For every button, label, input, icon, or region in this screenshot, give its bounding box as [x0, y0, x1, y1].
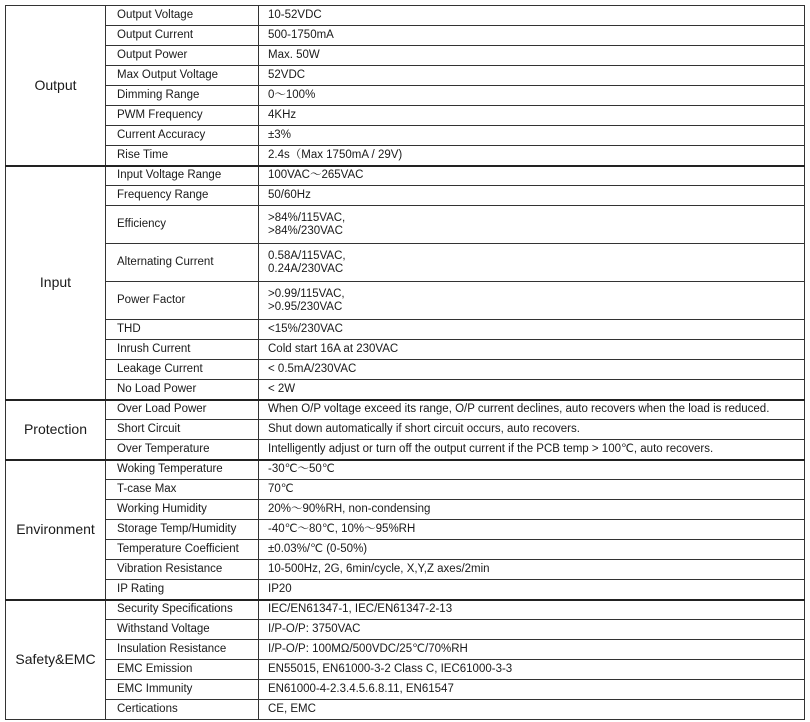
- parameter-name: Rise Time: [106, 146, 259, 166]
- parameter-value: [259, 640, 805, 660]
- parameter-value: [259, 146, 805, 166]
- parameter-value: [259, 244, 805, 282]
- value-line: 70℃: [268, 483, 294, 495]
- parameter-name: Over Temperature: [106, 440, 259, 460]
- section-title-text: Safety&EMC: [15, 651, 96, 668]
- parameter-value: [259, 500, 805, 520]
- parameter-value: [259, 6, 805, 26]
- spec-row: [6, 620, 805, 640]
- value-line: I/P-O/P: 100MΩ/500VDC/25℃/70%RH: [268, 643, 468, 655]
- value-line: IP20: [268, 582, 292, 595]
- parameter-name: Working Humidity: [106, 500, 259, 520]
- parameter-name: Dimming Range: [106, 86, 259, 106]
- value-line: >84%/230VAC: [268, 224, 343, 237]
- spec-row: [6, 460, 805, 480]
- section-title: [6, 600, 106, 720]
- parameter-name: Max Output Voltage: [106, 66, 259, 86]
- parameter-name: Frequency Range: [106, 186, 259, 206]
- parameter-value: [259, 86, 805, 106]
- spec-row: [6, 360, 805, 380]
- parameter-name: EMC Immunity: [106, 680, 259, 700]
- spec-row: [6, 480, 805, 500]
- spec-row: [6, 520, 805, 540]
- spec-row: [6, 380, 805, 400]
- parameter-value: [259, 680, 805, 700]
- spec-row: [6, 400, 805, 420]
- value-line: 52VDC: [268, 69, 306, 81]
- value-line: EN61000-4-2.3.4.5.6.8.11, EN61547: [268, 683, 454, 695]
- parameter-value: [259, 540, 805, 560]
- parameter-name: No Load Power: [106, 380, 259, 400]
- spec-row: [6, 560, 805, 580]
- value-line: ±3%: [268, 129, 291, 141]
- parameter-value: [259, 186, 805, 206]
- value-line: Max. 50W: [268, 49, 320, 61]
- value-line: 10-500Hz, 2G, 6min/cycle, X,Y,Z axes/2min: [268, 563, 490, 575]
- spec-row: [6, 244, 805, 282]
- value-line: -30℃～50℃: [268, 463, 335, 476]
- parameter-value: [259, 560, 805, 580]
- parameter-value: [259, 660, 805, 680]
- parameter-name: T-case Max: [106, 480, 259, 500]
- value-line: 0.58A/115VAC,: [268, 249, 346, 262]
- parameter-value: [259, 420, 805, 440]
- parameter-value: [259, 166, 805, 186]
- parameter-name: PWM Frequency: [106, 106, 259, 126]
- parameter-value: [259, 620, 805, 640]
- value-line: When O/P voltage exceed its range, O/P current declines, auto recovers when the load is reduced.: [268, 403, 770, 416]
- spec-table-body: [6, 6, 805, 720]
- value-line: ±0.03%/℃ (0-50%): [268, 543, 368, 555]
- parameter-name: Withstand Voltage: [106, 620, 259, 640]
- spec-row: [6, 86, 805, 106]
- parameter-name: Short Circuit: [106, 420, 259, 440]
- parameter-name: Output Voltage: [106, 6, 259, 26]
- parameter-name: Woking Temperature: [106, 460, 259, 480]
- parameter-name: Inrush Current: [106, 340, 259, 360]
- spec-row: [6, 206, 805, 244]
- parameter-value: [259, 26, 805, 46]
- parameter-name: Leakage Current: [106, 360, 259, 380]
- parameter-value: [259, 206, 805, 244]
- parameter-name: Insulation Resistance: [106, 640, 259, 660]
- spec-row: [6, 600, 805, 620]
- value-line: 0.24A/230VAC: [268, 262, 344, 275]
- parameter-name: Over Load Power: [106, 400, 259, 420]
- parameter-name: Efficiency: [106, 206, 259, 244]
- value-line: <15%/230VAC: [268, 323, 343, 335]
- parameter-value: [259, 282, 805, 320]
- spec-row: [6, 126, 805, 146]
- parameter-value: [259, 700, 805, 720]
- parameter-name: Temperature Coefficient: [106, 540, 259, 560]
- parameter-name: Input Voltage Range: [106, 166, 259, 186]
- parameter-value: [259, 480, 805, 500]
- parameter-name: Current Accuracy: [106, 126, 259, 146]
- spec-row: [6, 6, 805, 26]
- value-line: 4KHz: [268, 109, 297, 121]
- value-line: 0～100%: [268, 89, 316, 101]
- parameter-value: [259, 320, 805, 340]
- parameter-value: [259, 106, 805, 126]
- parameter-value: [259, 520, 805, 540]
- section-title: [6, 400, 106, 460]
- parameter-value: [259, 340, 805, 360]
- spec-row: [6, 580, 805, 600]
- spec-row: [6, 46, 805, 66]
- spec-row: [6, 700, 805, 720]
- value-line: Intelligently adjust or turn off the output current if the PCB temp > 100℃, auto recovers.: [268, 442, 714, 455]
- section-title-text: Output: [34, 76, 77, 93]
- spec-row: [6, 166, 805, 186]
- spec-row: [6, 660, 805, 680]
- parameter-value: [259, 126, 805, 146]
- parameter-value: [259, 400, 805, 420]
- value-line: >0.99/115VAC,: [268, 287, 345, 300]
- spec-row: [6, 540, 805, 560]
- section-title-text: Protection: [23, 421, 88, 437]
- spec-row: [6, 106, 805, 126]
- value-line: 100VAC～265VAC: [268, 169, 364, 182]
- value-line: Cold start 16A at 230VAC: [268, 343, 399, 355]
- parameter-name: Certications: [106, 700, 259, 720]
- spec-row: [6, 26, 805, 46]
- parameter-name: Security Specifications: [106, 600, 259, 620]
- section-title-text: Environment: [16, 521, 95, 537]
- value-line: EN55015, EN61000-3-2 Class C, IEC61000-3-3: [268, 663, 513, 675]
- value-line: >0.95/230VAC: [268, 300, 343, 313]
- value-line: Shut down automatically if short circuit occurs, auto recovers.: [268, 423, 580, 435]
- spec-row: [6, 640, 805, 660]
- parameter-name: Power Factor: [106, 282, 259, 320]
- value-line: -40℃～80℃, 10%～95%RH: [268, 523, 416, 535]
- parameter-name: EMC Emission: [106, 660, 259, 680]
- spec-row: [6, 282, 805, 320]
- value-line: < 0.5mA/230VAC: [268, 363, 357, 375]
- parameter-name: Storage Temp/Humidity: [106, 520, 259, 540]
- value-line: 10-52VDC: [268, 9, 322, 21]
- parameter-value: [259, 380, 805, 400]
- value-line: I/P-O/P: 3750VAC: [268, 623, 361, 635]
- parameter-value: [259, 66, 805, 86]
- spec-row: [6, 680, 805, 700]
- parameter-name: Alternating Current: [106, 244, 259, 282]
- parameter-value: [259, 600, 805, 620]
- value-line: 500-1750mA: [268, 29, 334, 41]
- value-line: >84%/115VAC,: [268, 211, 346, 224]
- section-title: [6, 6, 106, 166]
- spec-row: [6, 340, 805, 360]
- section-title: [6, 166, 106, 400]
- parameter-value: [259, 440, 805, 460]
- value-line: IEC/EN61347-1, IEC/EN61347-2-13: [268, 603, 453, 616]
- value-line: 50/60Hz: [268, 189, 311, 201]
- parameter-name: IP Rating: [106, 580, 259, 600]
- parameter-value: [259, 580, 805, 600]
- spec-table: [5, 5, 805, 720]
- spec-row: [6, 420, 805, 440]
- parameter-name: Output Power: [106, 46, 259, 66]
- spec-row: [6, 320, 805, 340]
- parameter-name: Vibration Resistance: [106, 560, 259, 580]
- parameter-name: Output Current: [106, 26, 259, 46]
- parameter-name: THD: [106, 320, 259, 340]
- spec-row: [6, 146, 805, 166]
- parameter-value: [259, 460, 805, 480]
- spec-row: [6, 440, 805, 460]
- parameter-value: [259, 360, 805, 380]
- spec-row: [6, 186, 805, 206]
- value-line: < 2W: [268, 382, 296, 395]
- value-line: 2.4s（Max 1750mA / 29V): [268, 148, 403, 161]
- value-line: 20%～90%RH, non-condensing: [268, 503, 431, 515]
- section-title-text: Input: [39, 274, 72, 290]
- value-line: CE, EMC: [268, 703, 316, 715]
- parameter-value: [259, 46, 805, 66]
- spec-row: [6, 66, 805, 86]
- section-title: [6, 460, 106, 600]
- spec-row: [6, 500, 805, 520]
